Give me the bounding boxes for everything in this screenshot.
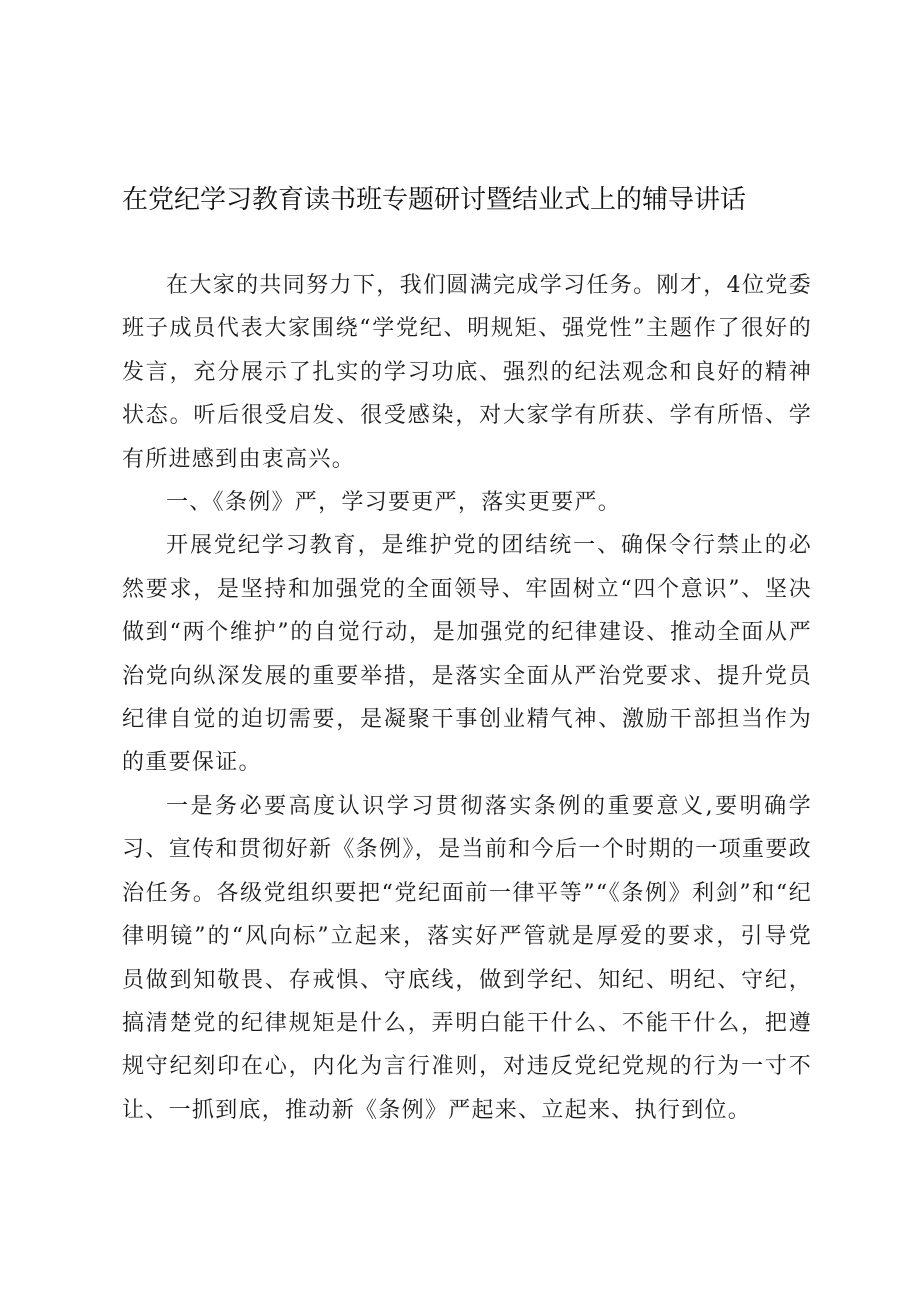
paragraph-point-one: 一是务必要高度认识学习贯彻落实条例的重要意义,要明确学习、宣传和贯彻好新《条例》，是当前和今后一个时期的一项重要政治任务。各级党组织要把“党纪面前一律平等”“《条例》利剑”和“纪律明镜”的“风向标”立起来，落实好严管就是厚爱的要求，引导党员做到知敬畏、存戒惧、守底线，做到学纪、知纪、明纪、守纪，搞清楚党的纪律规矩是什么，弄明白能干什么、不能干什么，把遵规守纪刻印在心，内化为言行准则，对违反党纪党规的行为一寸不让、一抓到底，推动新《条例》严起来、立起来、执行到位。 [122, 793, 812, 1123]
paragraph-opening: 在大家的共同努力下，我们圆满完成学习任务。刚才，4位党委班子成员代表大家围绕“学党纪、明规矩、强党性”主题作了很好的发言，充分展示了扎实的学习功底、强烈的纪法观念和良好的精神状态。听后很受启发、很受感染，对大家学有所获、学有所悟、学有所进感到由衷高兴。 [122, 273, 812, 472]
paragraph-significance: 开展党纪学习教育，是维护党的团结统一、确保令行禁止的必然要求，是坚持和加强党的全面领导、牢固树立“四个意识”、坚决做到“两个维护”的自觉行动，是加强党的纪律建设、推动全面从严治党向纵深发展的重要举措，是落实全面从严治党要求、提升党员纪律自觉的迫切需要，是凝聚干事创业精气神、激励干部担当作为的重要保证。 [122, 533, 812, 776]
section-heading-1: 一、《条例》严，学习要更严，落实更要严。 [166, 490, 622, 516]
document-title: 在党纪学习教育读书班专题研讨暨结业式上的辅导讲话 [122, 185, 747, 215]
document-body [122, 264, 812, 1132]
